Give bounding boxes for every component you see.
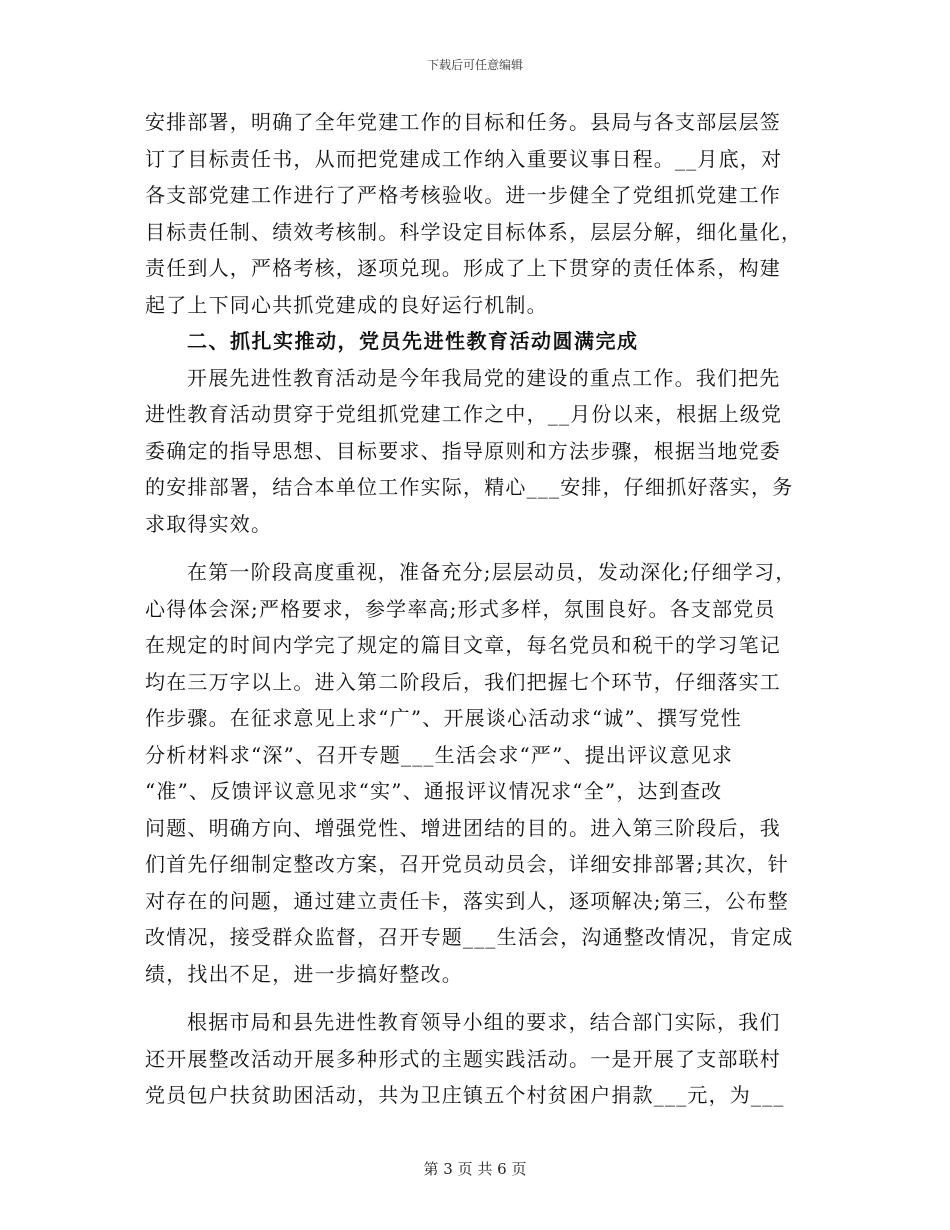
paragraph-gap [145, 542, 805, 554]
body-line: 责任到人，严格考核，逐项兑现。形成了上下贯穿的责任体系，构建 [145, 256, 781, 280]
page-header-note: 下载后可任意编辑 [426, 58, 523, 72]
body-line: 们首先仔细制定整改方案，召开党员动员会，详细安排部署;其次，针 [145, 852, 789, 876]
paragraph-first-line: 开展先进性教育活动是今年我局党的建设的重点工作。我们把先 [187, 365, 781, 390]
body-line: 作步骤。在征求意见上求“广”、开展谈心活动求“诚”、撰写党性 [145, 706, 742, 730]
body-line: 对存在的问题，通过建立责任卡，落实到人，逐项解决;第三，公布整 [145, 888, 789, 913]
section-heading: 二、抓扎实推动，党员先进性教育活动圆满完成 [187, 329, 639, 353]
body-line: “准”、反馈评议意见求“实”、通报评议情况求“全”，达到查改 [145, 779, 723, 803]
body-line: 安排部署，明确了全年党建工作的目标和任务。县局与各支部层层签 [145, 110, 781, 134]
body-line: 绩，找出不足，进一步搞好整改。 [145, 961, 463, 986]
body-line: 在规定的时间内学完了规定的篇目文章，每名党员和税干的学习笔记 [145, 633, 781, 657]
body-line: 还开展整改活动开展多种形式的主题实践活动。一是开展了支部联村 [145, 1046, 781, 1071]
paragraph-first-line: 根据市局和县先进性教育领导小组的要求，结合部门实际，我们 [187, 1010, 781, 1034]
body-line: 问题、明确方向、增强党性、增进团结的目的。进入第三阶段后，我 [145, 815, 781, 840]
body-line: 党员包户扶贫助困活动，共为卫庄镇五个村贫困户捐款___元，为___ [145, 1083, 785, 1107]
body-line: 订了目标责任书，从而把党建成工作纳入重要议事日程。__月底，对 [145, 146, 783, 171]
page-number: 第 3 页 共 6 页 [423, 1160, 527, 1178]
body-line: 求取得实效。 [145, 511, 273, 536]
body-line: 的安排部署，结合本单位工作实际，精心___安排，仔细抓好落实，务 [145, 475, 794, 499]
document-body [145, 104, 805, 1114]
body-line: 进性教育活动贯穿于党组抓党建工作之中，__月份以来，根据上级党 [145, 402, 783, 426]
paragraph-first-line: 在第一阶段高度重视，准备充分;层层动员，发动深化;仔细学习， [187, 560, 797, 584]
body-line: 分析材料求“深”、召开专题___生活会求“严”、提出评议意见求 [145, 742, 734, 767]
body-line: 心得体会深;严格要求，参学率高;形式多样，氛围良好。各支部党员 [145, 596, 776, 621]
body-line: 各支部党建工作进行了严格考核验收。进一步健全了党组抓党建工作 [145, 183, 781, 207]
body-line: 目标责任制、绩效考核制。科学设定目标体系，层层分解，细化量化， [145, 219, 803, 244]
paragraph-gap [145, 992, 805, 1004]
body-line: 改情况，接受群众监督，召开专题___生活会，沟通整改情况，肯定成 [145, 925, 794, 949]
body-line: 起了上下同心共抓党建成的良好运行机制。 [145, 292, 548, 317]
body-line: 委确定的指导思想、目标要求、指导原则和方法步骤，根据当地党委 [145, 438, 781, 463]
body-line: 均在三万字以上。进入第二阶段后，我们把握七个环节，仔细落实工 [145, 669, 781, 694]
